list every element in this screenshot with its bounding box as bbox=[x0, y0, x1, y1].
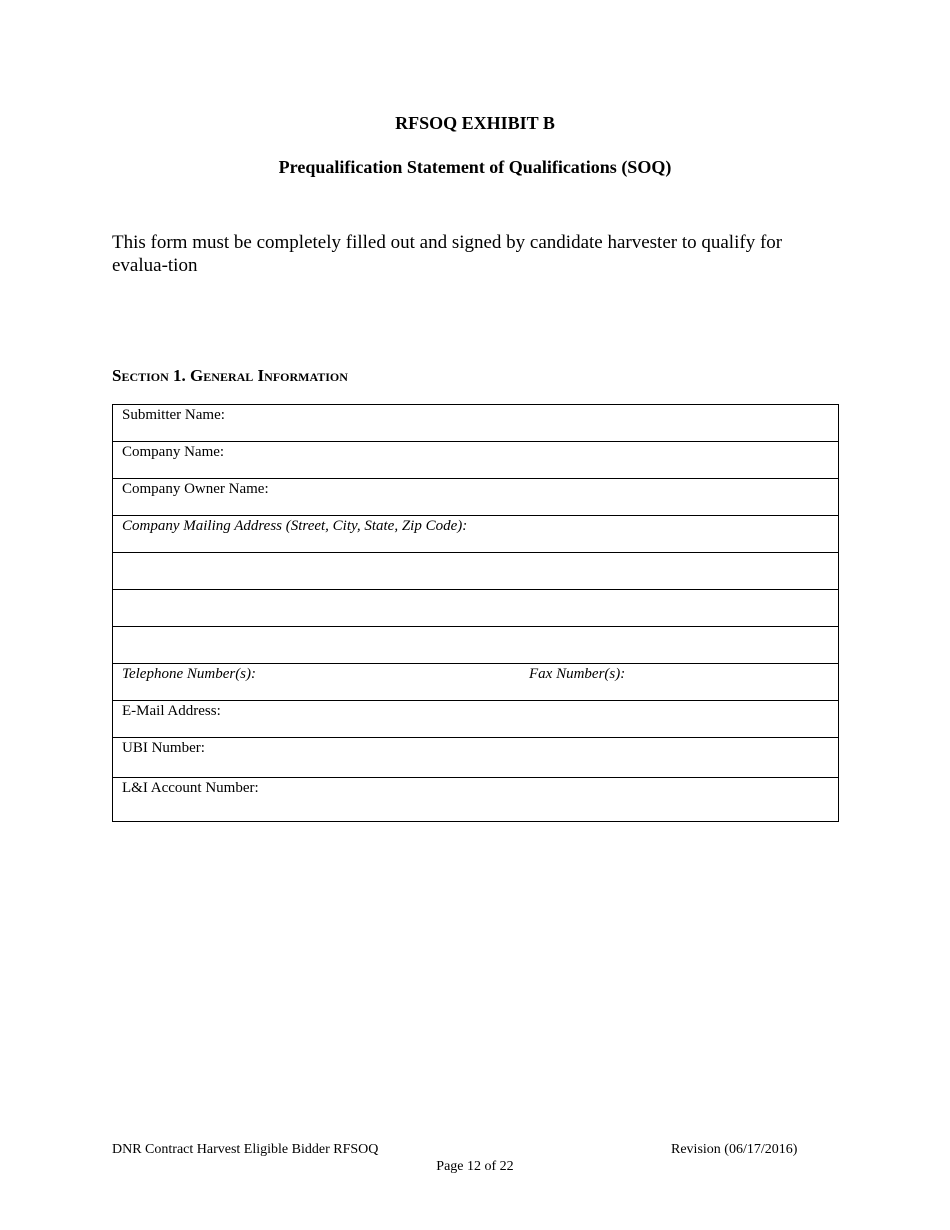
mailing-address-line-3[interactable] bbox=[113, 627, 838, 664]
ubi-number-field[interactable] bbox=[113, 738, 838, 778]
document-subtitle: Prequalification Statement of Qualifications (SOQ) bbox=[278, 157, 672, 177]
general-information-table bbox=[112, 404, 839, 822]
mailing-address-label: Company Mailing Address (Street, City, State, Zip Code): bbox=[122, 518, 468, 534]
mailing-address-field[interactable] bbox=[113, 516, 838, 553]
fax-label[interactable]: Fax Number(s): bbox=[529, 666, 626, 682]
instructions-text: This form must be completely filled out and signed by candidate harvester to qualify for evalua-tion bbox=[112, 232, 783, 276]
li-account-number-field[interactable] bbox=[113, 778, 838, 821]
exhibit-title: RFSOQ EXHIBIT B bbox=[395, 113, 555, 133]
submitter-name-label: Submitter Name: bbox=[122, 407, 225, 423]
email-field[interactable] bbox=[113, 701, 838, 738]
email-label: E-Mail Address: bbox=[122, 703, 221, 719]
footer-document-name: DNR Contract Harvest Eligible Bidder RFSOQ bbox=[112, 1142, 379, 1157]
form-instructions bbox=[112, 231, 838, 277]
ubi-number-label: UBI Number: bbox=[122, 740, 205, 756]
company-name-label: Company Name: bbox=[122, 444, 225, 460]
phone-fax-row bbox=[113, 664, 838, 701]
mailing-address-line-2[interactable] bbox=[113, 590, 838, 627]
li-account-number-label: L&I Account Number: bbox=[122, 780, 259, 796]
section-heading: Section 1. General Information bbox=[112, 366, 348, 385]
submitter-name-field[interactable] bbox=[113, 405, 838, 442]
footer-revision: Revision (06/17/2016) bbox=[671, 1142, 798, 1157]
company-owner-name-field[interactable] bbox=[113, 479, 838, 516]
telephone-label[interactable]: Telephone Number(s): bbox=[122, 666, 257, 682]
footer-page-number: Page 12 of 22 bbox=[436, 1159, 514, 1174]
company-owner-name-label: Company Owner Name: bbox=[122, 481, 269, 497]
company-name-field[interactable] bbox=[113, 442, 838, 479]
mailing-address-line-1[interactable] bbox=[113, 553, 838, 590]
